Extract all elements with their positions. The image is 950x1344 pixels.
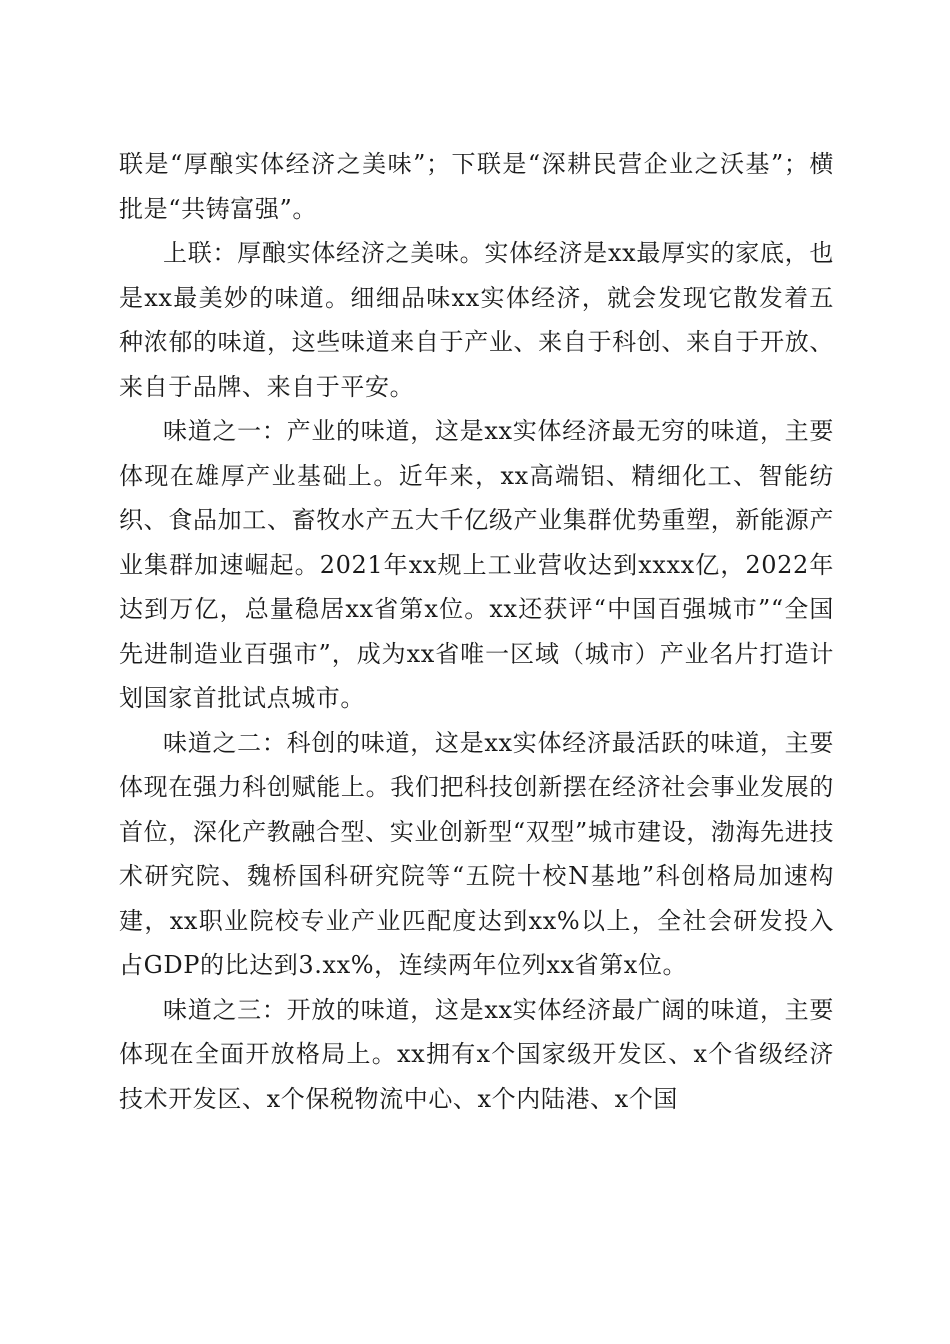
- paragraph-flavor-industry: 味道之一：产业的味道，这是xx实体经济最无穷的味道，主要体现在雄厚产业基础上。近年来，xx高端铝、精细化工、智能纺织、食品加工、畜牧水产五大千亿级产业集群优势重塑，新能源产业集群加速崛起。2021年xx规上工业营收达到xxxx亿，2022年达到万亿，总量稳居xx省第x位。xx还获评“中国百强城市”“全国先进制造业百强市”，成为xx省唯一区域（城市）产业名片打造计划国家首批试点城市。: [119, 417, 834, 712]
- paragraph-flavor-innovation: 味道之二：科创的味道，这是xx实体经济最活跃的味道，主要体现在强力科创赋能上。我们把科技创新摆在经济社会事业发展的首位，深化产教融合型、实业创新型“双型”城市建设，渤海先进技术研究院、魏桥国科研究院等“五院十校N基地”科创格局加速构建，xx职业院校专业产业匹配度达到xx%以上，全社会研发投入占GDP的比达到3.xx%，连续两年位列xx省第x位。: [119, 728, 834, 979]
- paragraph-first-couplet: 上联：厚酿实体经济之美味。实体经济是xx最厚实的家底，也是xx最美妙的味道。细细品味xx实体经济，就会发现它散发着五种浓郁的味道，这些味道来自于产业、来自于科创、来自于开放、来自于品牌、来自于平安。: [119, 239, 834, 401]
- document-body: [119, 142, 834, 1121]
- paragraph-couplet-summary: 联是“厚酿实体经济之美味”；下联是“深耕民营企业之沃基”；横批是“共铸富强”。: [119, 150, 834, 223]
- paragraph-flavor-openness: 味道之三：开放的味道，这是xx实体经济最广阔的味道，主要体现在全面开放格局上。xx拥有x个国家级开发区、x个省级经济技术开发区、x个保税物流中心、x个内陆港、x个国: [119, 995, 834, 1113]
